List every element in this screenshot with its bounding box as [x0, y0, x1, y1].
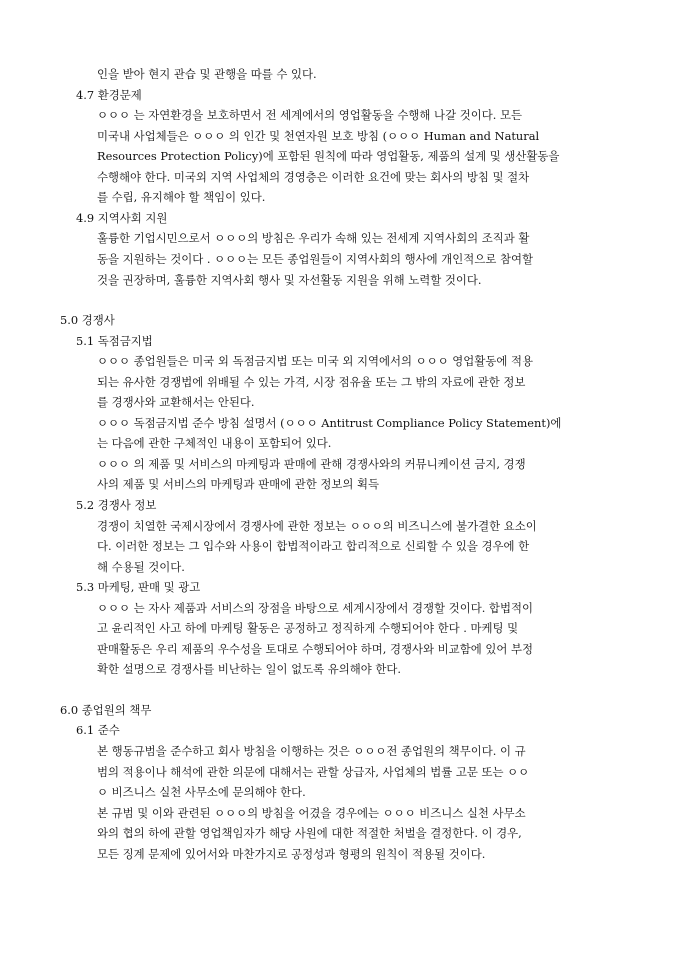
- body-text-line: ㅇㅇㅇ 종업원들은 미국 외 독점금지법 또는 미국 외 지역에서의 ㅇㅇㅇ 영업활동에 적용: [97, 354, 533, 368]
- body-text-line: 본 행동규범을 준수하고 회사 방침을 이행하는 것은 ㅇㅇㅇ전 종업원의 책무이다. 이 규: [97, 744, 526, 758]
- subsection-heading-title: 마케팅, 판매 및 광고: [97, 580, 201, 594]
- subsection-heading-title: 독점금지법: [97, 334, 153, 348]
- body-text-line: 와의 협의 하에 관할 영업책임자가 해당 사원에 대한 적절한 처벌을 결정한다. 이 경우,: [97, 826, 522, 840]
- body-text-line: 되는 유사한 경쟁법에 위배될 수 있는 가격, 시장 점유율 또는 그 밖의 자료에 관한 정보: [97, 375, 526, 389]
- body-text-line: ㅇㅇㅇ 독점금지법 준수 방침 설명서 (ㅇㅇㅇ Antitrust Compliance Policy Statement)에: [97, 416, 562, 430]
- body-text-line: 수행해야 한다. 미국외 지역 사업체의 경영층은 이러한 요건에 맞는 회사의 방침 및 절차: [97, 170, 530, 184]
- body-text-line: 훌륭한 기업시민으로서 ㅇㅇㅇ의 방침은 우리가 속해 있는 전세계 지역사회의 조직과 활: [97, 231, 530, 245]
- body-text-line: 사의 제품 및 서비스의 마케팅과 판매에 관한 정보의 획득: [97, 477, 380, 491]
- body-text-line: 판매활동은 우리 제품의 우수성을 토대로 수행되어야 하며, 경쟁사와 비교함에 있어 부정: [97, 642, 533, 656]
- subsection-heading: [76, 495, 156, 515]
- body-text-line: 를 경쟁사와 교환해서는 안된다.: [97, 395, 255, 409]
- section-heading-title: 종업원의 책무: [81, 703, 152, 717]
- body-text-line: 본 규범 및 이와 관련된 ㅇㅇㅇ의 방침을 어겼을 경우에는 ㅇㅇㅇ 비즈니스 실천 사무소: [97, 806, 526, 820]
- section-heading-number: 6.0: [60, 703, 79, 717]
- section-heading-number: 5.0: [60, 313, 79, 327]
- body-text-line: 것을 권장하며, 훌륭한 지역사회 행사 및 자선활동 지원을 위해 노력할 것이다.: [97, 273, 482, 287]
- section-heading-title: 경쟁사: [81, 313, 115, 327]
- body-text-line: Resources Protection Policy)에 포함된 원칙에 따라 영업활동, 제품의 설계 및 생산활동을: [97, 149, 560, 163]
- subsection-heading-title: 준수: [97, 723, 120, 737]
- body-text-line: ㅇㅇㅇ 는 자사 제품과 서비스의 장점을 바탕으로 세계시장에서 경쟁할 것이다. 합법적이: [97, 601, 533, 615]
- subsection-heading-title: 환경문제: [97, 88, 142, 102]
- body-text-line: 를 수립, 유지해야 할 책임이 있다.: [97, 190, 266, 204]
- subsection-heading-number: 5.3: [76, 580, 95, 594]
- body-text-line: 는 다음에 관한 구체적인 내용이 포함되어 있다.: [97, 436, 332, 450]
- subsection-heading: [76, 577, 200, 597]
- subsection-heading-number: 6.1: [76, 723, 95, 737]
- body-text-line: 모든 징계 문제에 있어서와 마찬가지로 공정성과 형평의 원칙이 적용될 것이다.: [97, 847, 486, 861]
- body-text-line: 미국내 사업체들은 ㅇㅇㅇ 의 인간 및 천연자원 보호 방침 (ㅇㅇㅇ Human and Natural: [97, 129, 540, 143]
- subsection-heading: [76, 85, 142, 105]
- subsection-heading-number: 4.7: [76, 88, 95, 102]
- section-heading: [60, 310, 115, 330]
- body-text-line: 범의 적용이나 해석에 관한 의문에 대해서는 관할 상급자, 사업체의 법률 고문 또는 ㅇㅇ: [97, 765, 530, 779]
- subsection-heading: [76, 720, 120, 740]
- body-text-line: 확한 설명으로 경쟁사를 비난하는 일이 없도록 유의해야 한다.: [97, 662, 402, 676]
- subsection-heading-title: 지역사회 지원: [97, 211, 168, 225]
- subsection-heading-number: 5.2: [76, 498, 95, 512]
- subsection-heading-number: 5.1: [76, 334, 95, 348]
- subsection-heading-number: 4.9: [76, 211, 95, 225]
- subsection-heading-title: 경쟁사 정보: [97, 498, 157, 512]
- body-text-line: 해 수용될 것이다.: [97, 560, 185, 574]
- subsection-heading: [76, 331, 153, 351]
- body-text-line: 동을 지원하는 것이다 . ㅇㅇㅇ는 모든 종업원들이 지역사회의 행사에 개인적으로 참여할: [97, 252, 533, 266]
- body-text-line: 다. 이러한 정보는 그 입수와 사용이 합법적이라고 합리적으로 신뢰할 수 있을 경우에 한: [97, 539, 530, 553]
- body-text-line: 경쟁이 치열한 국제시장에서 경쟁사에 관한 정보는 ㅇㅇㅇ의 비즈니스에 불가결한 요소이: [97, 519, 537, 533]
- section-heading: [60, 700, 151, 720]
- body-text-line: ㅇㅇㅇ 는 자연환경을 보호하면서 전 세계에서의 영업활동을 수행해 나갈 것이다. 모든: [97, 108, 522, 122]
- body-text-line: 인을 받아 현지 관습 및 관행을 따를 수 있다.: [97, 67, 317, 81]
- subsection-heading: [76, 208, 167, 228]
- body-text-line: ㅇ 비즈니스 실천 사무소에 문의해야 한다.: [97, 785, 306, 799]
- body-text-line: ㅇㅇㅇ 의 제품 및 서비스의 마케팅과 판매에 관해 경쟁사와의 커뮤니케이션 금지, 경쟁: [97, 457, 526, 471]
- body-text-line: 고 윤리적인 사고 하에 마케팅 활동은 공정하고 정직하게 수행되어야 한다 . 마케팅 및: [97, 621, 519, 635]
